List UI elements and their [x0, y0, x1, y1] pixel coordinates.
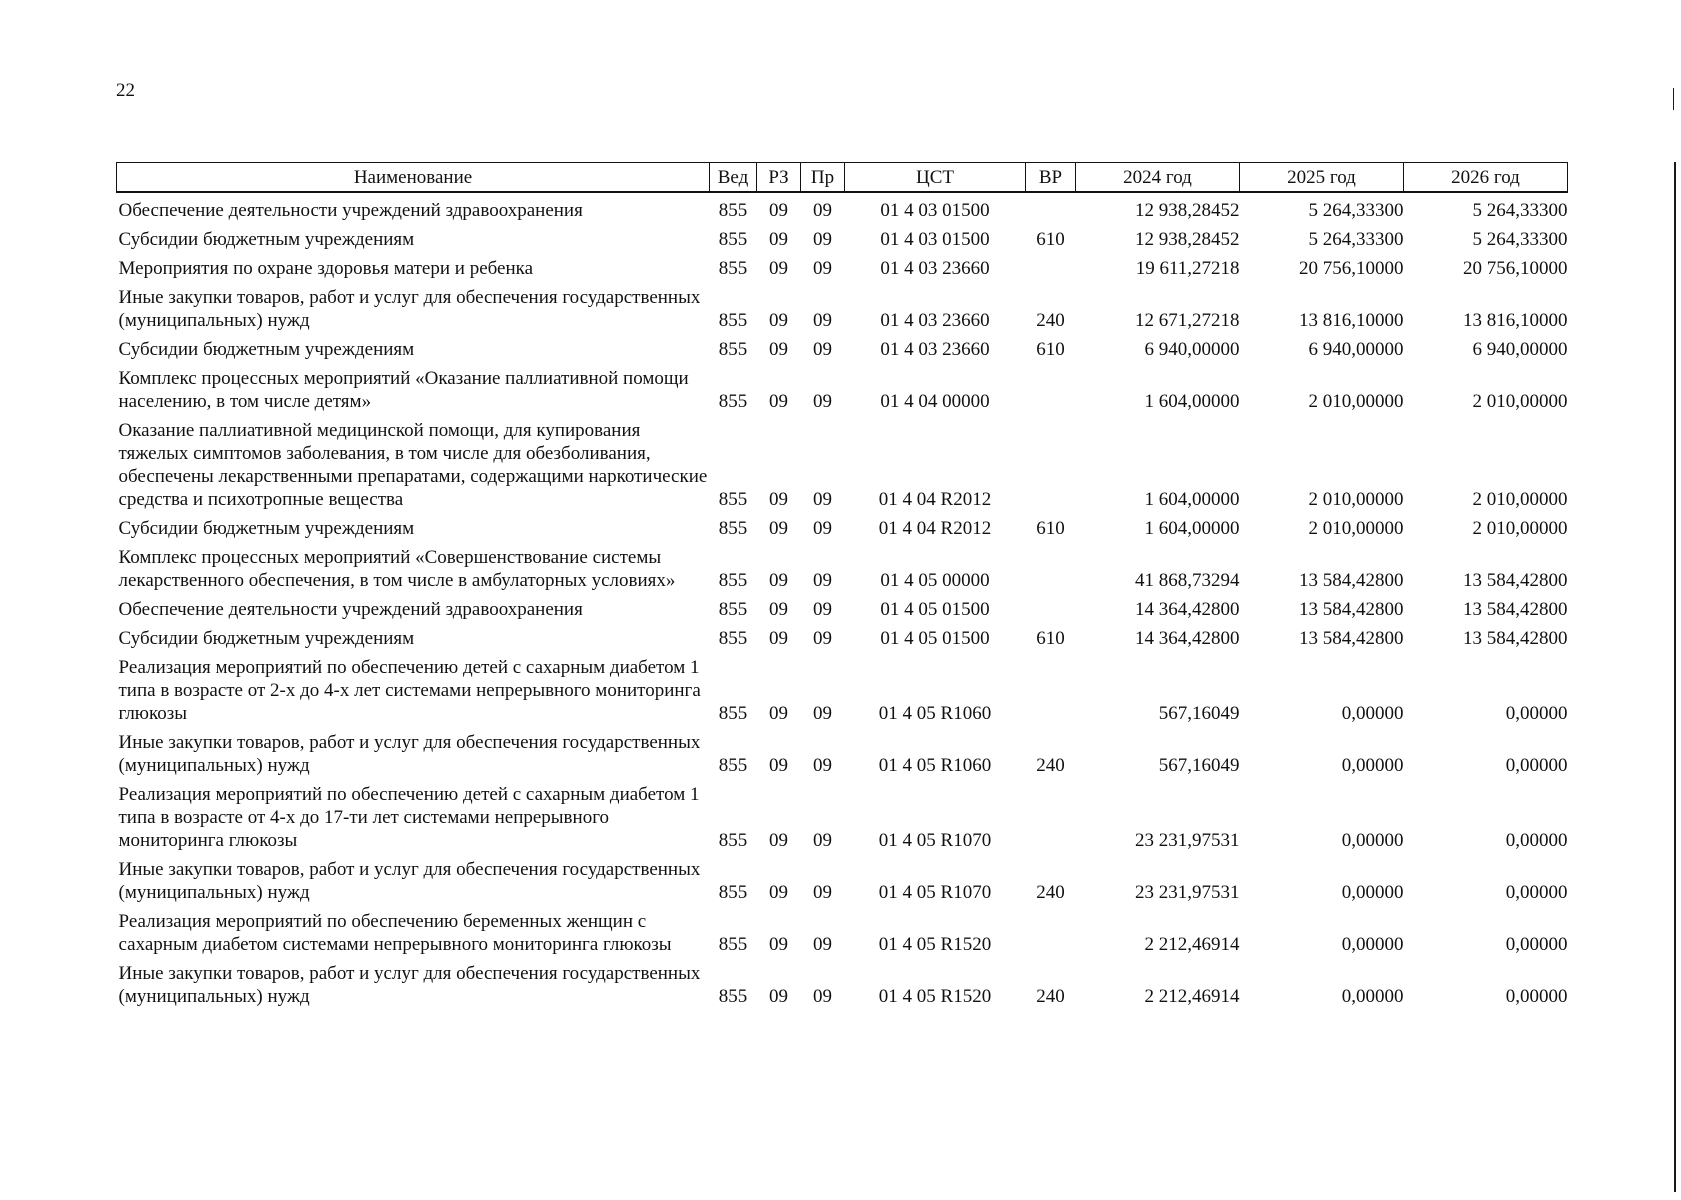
row-value-2025: 20 756,10000: [1299, 258, 1404, 279]
row-pr: 09: [813, 830, 832, 851]
row-ved: 855: [718, 339, 748, 360]
row-value-2026: 2 010,00000: [1472, 391, 1568, 412]
row-name: Иные закупки товаров, работ и услуг для обеспечения государственных (муниципальных) нужд: [118, 963, 701, 1007]
table-row: [117, 855, 1568, 907]
row-value-2025: 0,00000: [1341, 755, 1404, 776]
row-name: Обеспечение деятельности учреждений здравоохранения: [118, 200, 583, 221]
row-vr: 610: [1036, 628, 1065, 649]
row-value-2024: 12 671,27218: [1135, 310, 1240, 331]
row-value-2025: 6 940,00000: [1308, 339, 1404, 360]
row-value-2026: 0,00000: [1505, 830, 1568, 851]
row-rz: 09: [769, 882, 788, 903]
row-ved: 855: [718, 229, 748, 250]
row-vr: 610: [1036, 229, 1065, 250]
table-row: [117, 907, 1568, 959]
row-ved: 855: [718, 830, 748, 851]
header-2024: 2024 год: [1076, 163, 1240, 193]
row-value-2026: 0,00000: [1505, 755, 1568, 776]
row-ved: 855: [718, 986, 748, 1007]
row-pr: 09: [813, 310, 832, 331]
row-value-2024: 567,16049: [1158, 755, 1240, 776]
row-vr: 240: [1036, 882, 1065, 903]
row-value-2024: 14 364,42800: [1135, 628, 1240, 649]
table-body: [117, 192, 1568, 1011]
row-rz: 09: [769, 570, 788, 591]
row-ved: 855: [718, 391, 748, 412]
row-cst: 01 4 03 01500: [880, 200, 990, 221]
row-vr: [1026, 780, 1076, 855]
row-value-2026: 13 816,10000: [1463, 310, 1568, 331]
row-vr: [1026, 595, 1076, 624]
header-name: Наименование: [117, 163, 710, 193]
row-rz: 09: [769, 391, 788, 412]
row-ved: 855: [718, 934, 748, 955]
budget-table: [116, 162, 1568, 1011]
row-pr: 09: [813, 703, 832, 724]
row-value-2025: 13 584,42800: [1299, 599, 1404, 620]
row-ved: 855: [718, 310, 748, 331]
row-cst: 01 4 05 R1060: [878, 703, 992, 724]
row-rz: 09: [769, 258, 788, 279]
row-value-2025: 2 010,00000: [1308, 391, 1404, 412]
row-value-2026: 0,00000: [1505, 703, 1568, 724]
row-pr: 09: [813, 518, 832, 539]
row-value-2024: 19 611,27218: [1135, 258, 1240, 279]
table-row: [117, 959, 1568, 1011]
header-2025: 2025 год: [1240, 163, 1404, 193]
row-pr: 09: [813, 391, 832, 412]
table-row: [117, 543, 1568, 595]
row-vr: [1026, 416, 1076, 514]
row-ved: 855: [718, 489, 748, 510]
row-pr: 09: [813, 229, 832, 250]
row-name: Субсидии бюджетным учреждениям: [118, 229, 415, 250]
table-header-row: [117, 163, 1568, 193]
row-rz: 09: [769, 599, 788, 620]
row-vr: 610: [1036, 518, 1065, 539]
row-name: Иные закупки товаров, работ и услуг для обеспечения государственных (муниципальных) нужд: [118, 287, 701, 331]
table-row: [117, 514, 1568, 543]
row-name: Комплекс процессных мероприятий «Совершенствование системы лекарственного обеспечения, в том числе в амбулаторных условиях»: [118, 547, 676, 591]
row-name: Комплекс процессных мероприятий «Оказание паллиативной помощи населению, в том числе детям»: [118, 368, 689, 412]
row-ved: 855: [718, 882, 748, 903]
row-name: Оказание паллиативной медицинской помощи, для купирования тяжелых симптомов заболевания, в том числе для обезболивания, обеспечены лекарственными препаратами, содержащими наркотические средства и психотропные вещества: [118, 420, 708, 510]
table-row: [117, 728, 1568, 780]
row-pr: 09: [813, 986, 832, 1007]
row-pr: 09: [813, 489, 832, 510]
table-row: [117, 335, 1568, 364]
row-pr: 09: [813, 628, 832, 649]
row-vr: [1026, 254, 1076, 283]
row-rz: 09: [769, 986, 788, 1007]
row-value-2025: 0,00000: [1341, 882, 1404, 903]
row-value-2026: 2 010,00000: [1472, 489, 1568, 510]
row-value-2025: 0,00000: [1341, 986, 1404, 1007]
row-value-2026: 0,00000: [1505, 986, 1568, 1007]
row-value-2026: 0,00000: [1505, 934, 1568, 955]
row-value-2025: 5 264,33300: [1308, 229, 1404, 250]
table-row: [117, 624, 1568, 653]
row-cst: 01 4 05 R1520: [878, 934, 992, 955]
row-value-2024: 6 940,00000: [1144, 339, 1240, 360]
scan-edge-mark: [1673, 88, 1674, 110]
row-name: Иные закупки товаров, работ и услуг для обеспечения государственных (муниципальных) нужд: [118, 732, 701, 776]
row-value-2024: 567,16049: [1158, 703, 1240, 724]
row-cst: 01 4 05 R1060: [878, 755, 992, 776]
row-value-2025: 0,00000: [1341, 703, 1404, 724]
table-row: [117, 364, 1568, 416]
row-value-2024: 2 212,46914: [1144, 986, 1240, 1007]
row-rz: 09: [769, 310, 788, 331]
row-pr: 09: [813, 755, 832, 776]
row-cst: 01 4 03 23660: [880, 310, 990, 331]
row-pr: 09: [813, 882, 832, 903]
row-value-2026: 5 264,33300: [1472, 229, 1568, 250]
header-cst: ЦСТ: [845, 163, 1026, 193]
row-rz: 09: [769, 489, 788, 510]
row-vr: [1026, 653, 1076, 728]
row-cst: 01 4 05 01500: [880, 628, 990, 649]
row-ved: 855: [718, 599, 748, 620]
row-value-2025: 13 584,42800: [1299, 628, 1404, 649]
row-rz: 09: [769, 518, 788, 539]
row-rz: 09: [769, 755, 788, 776]
table-row: [117, 653, 1568, 728]
row-cst: 01 4 05 00000: [880, 570, 990, 591]
row-value-2026: 20 756,10000: [1463, 258, 1568, 279]
row-cst: 01 4 05 R1070: [878, 830, 992, 851]
row-vr: 240: [1036, 310, 1065, 331]
row-name: Субсидии бюджетным учреждениям: [118, 518, 415, 539]
row-cst: 01 4 04 00000: [880, 391, 990, 412]
row-ved: 855: [718, 703, 748, 724]
row-cst: 01 4 05 R1070: [878, 882, 992, 903]
row-value-2024: 12 938,28452: [1135, 200, 1240, 221]
row-name: Реализация мероприятий по обеспечению беременных женщин с сахарным диабетом системами непрерывного мониторинга глюкозы: [118, 911, 672, 955]
row-ved: 855: [718, 200, 748, 221]
row-value-2024: 23 231,97531: [1135, 830, 1240, 851]
table-row: [117, 595, 1568, 624]
header-pr: Пр: [801, 163, 845, 193]
row-cst: 01 4 05 01500: [880, 599, 990, 620]
row-vr: [1026, 364, 1076, 416]
row-ved: 855: [718, 518, 748, 539]
row-cst: 01 4 03 23660: [880, 339, 990, 360]
scan-edge-line: [1674, 162, 1676, 1192]
row-ved: 855: [718, 755, 748, 776]
row-vr: 240: [1036, 986, 1065, 1007]
page-number: 22: [116, 80, 135, 101]
row-value-2024: 23 231,97531: [1135, 882, 1240, 903]
row-value-2024: 12 938,28452: [1135, 229, 1240, 250]
row-value-2026: 5 264,33300: [1472, 200, 1568, 221]
row-value-2024: 14 364,42800: [1135, 599, 1240, 620]
row-vr: 610: [1036, 339, 1065, 360]
row-rz: 09: [769, 830, 788, 851]
row-pr: 09: [813, 200, 832, 221]
row-value-2025: 2 010,00000: [1308, 489, 1404, 510]
row-value-2025: 0,00000: [1341, 830, 1404, 851]
row-rz: 09: [769, 703, 788, 724]
row-cst: 01 4 04 R2012: [878, 518, 992, 539]
header-rz: РЗ: [757, 163, 801, 193]
row-pr: 09: [813, 570, 832, 591]
table-row: [117, 416, 1568, 514]
row-value-2026: 6 940,00000: [1472, 339, 1568, 360]
row-cst: 01 4 03 01500: [880, 229, 990, 250]
row-value-2026: 2 010,00000: [1472, 518, 1568, 539]
row-name: Мероприятия по охране здоровья матери и ребенка: [118, 258, 534, 279]
row-name: Субсидии бюджетным учреждениям: [118, 628, 415, 649]
row-name: Иные закупки товаров, работ и услуг для обеспечения государственных (муниципальных) нужд: [118, 859, 701, 903]
row-value-2026: 13 584,42800: [1463, 599, 1568, 620]
row-ved: 855: [718, 258, 748, 279]
row-name: Реализация мероприятий по обеспечению детей с сахарным диабетом 1 типа в возрасте от 4-х до 17-ти лет системами непрерывного мониторинга глюкозы: [118, 784, 700, 851]
row-rz: 09: [769, 200, 788, 221]
table-row: [117, 780, 1568, 855]
row-vr: [1026, 192, 1076, 225]
row-value-2025: 0,00000: [1341, 934, 1404, 955]
row-name: Субсидии бюджетным учреждениям: [118, 339, 415, 360]
row-value-2024: 2 212,46914: [1144, 934, 1240, 955]
row-cst: 01 4 04 R2012: [878, 489, 992, 510]
row-value-2026: 13 584,42800: [1463, 628, 1568, 649]
header-vr: ВР: [1026, 163, 1076, 193]
header-2026: 2026 год: [1404, 163, 1568, 193]
row-ved: 855: [718, 570, 748, 591]
row-value-2025: 13 816,10000: [1299, 310, 1404, 331]
row-name: Реализация мероприятий по обеспечению детей с сахарным диабетом 1 типа в возрасте от 2-х до 4-х лет системами непрерывного мониторинга глюкозы: [118, 657, 701, 724]
row-value-2024: 1 604,00000: [1144, 489, 1240, 510]
row-name: Обеспечение деятельности учреждений здравоохранения: [118, 599, 583, 620]
row-rz: 09: [769, 934, 788, 955]
row-pr: 09: [813, 339, 832, 360]
row-value-2025: 5 264,33300: [1308, 200, 1404, 221]
row-cst: 01 4 03 23660: [880, 258, 990, 279]
row-pr: 09: [813, 258, 832, 279]
row-value-2026: 13 584,42800: [1463, 570, 1568, 591]
header-ved: Вед: [710, 163, 757, 193]
row-cst: 01 4 05 R1520: [878, 986, 992, 1007]
row-ved: 855: [718, 628, 748, 649]
row-value-2025: 2 010,00000: [1308, 518, 1404, 539]
table-row: [117, 225, 1568, 254]
table-row: [117, 254, 1568, 283]
row-pr: 09: [813, 599, 832, 620]
row-value-2026: 0,00000: [1505, 882, 1568, 903]
row-value-2024: 1 604,00000: [1144, 518, 1240, 539]
table-row: [117, 192, 1568, 225]
row-vr: 240: [1036, 755, 1065, 776]
table-row: [117, 283, 1568, 335]
row-pr: 09: [813, 934, 832, 955]
row-value-2025: 13 584,42800: [1299, 570, 1404, 591]
row-value-2024: 1 604,00000: [1144, 391, 1240, 412]
row-value-2024: 41 868,73294: [1135, 570, 1240, 591]
row-vr: [1026, 543, 1076, 595]
row-vr: [1026, 907, 1076, 959]
row-rz: 09: [769, 628, 788, 649]
row-rz: 09: [769, 229, 788, 250]
row-rz: 09: [769, 339, 788, 360]
